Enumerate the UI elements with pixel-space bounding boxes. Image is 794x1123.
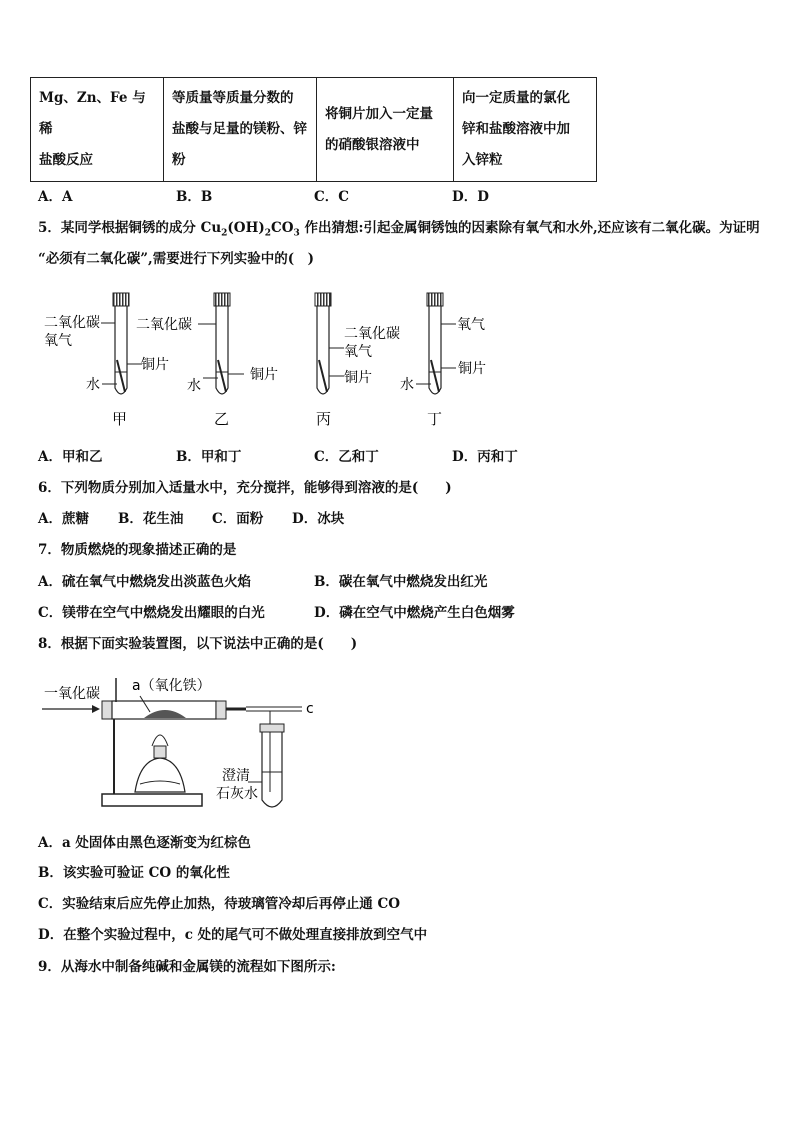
iron-oxide-powder — [144, 710, 186, 718]
tube-jia-label-water: 水 — [86, 377, 100, 393]
q6-option-d[interactable]: D．冰块 — [292, 511, 345, 527]
q7-option-d[interactable]: D．磷在空气中燃烧产生白色烟雾 — [314, 605, 515, 621]
q6-option-c[interactable]: C．面粉 — [212, 511, 264, 527]
q4-cell-b-line2: 盐酸与足量的镁粉、锌 — [172, 121, 307, 137]
q8-option-a[interactable]: A．a 处固体由黑色逐渐变为红棕色 — [38, 835, 251, 851]
lamp-neck — [154, 746, 166, 758]
label-a: a（氧化铁） — [132, 678, 211, 694]
left-stopper — [102, 701, 112, 719]
q5-stem-part2: (OH) — [227, 220, 265, 236]
q8-apparatus-figure — [40, 672, 330, 814]
right-stopper — [216, 701, 226, 719]
q5-option-b[interactable]: B．甲和丁 — [176, 449, 242, 465]
tube-yi-name: 乙 — [214, 410, 230, 428]
label-c: c — [306, 701, 314, 717]
q4-cell-c — [317, 78, 454, 182]
leader-a — [140, 696, 150, 712]
limewater-test-tube — [262, 724, 282, 807]
tube-yi-glass — [216, 306, 228, 394]
q4-cell-a — [31, 78, 164, 182]
tube-yi-label-cu: 铜片 — [250, 367, 278, 383]
tube-ding-copper — [431, 360, 439, 392]
tube-bing-stopper — [315, 293, 331, 306]
q4-option-d[interactable]: D．D — [452, 189, 489, 205]
q4-option-a[interactable]: A．A — [38, 189, 73, 205]
q9-stem: 9．从海水中制备纯碱和金属镁的流程如下图所示: — [38, 959, 336, 975]
tube-ding — [400, 293, 486, 428]
q5-stem — [38, 219, 760, 243]
q5-test-tubes-figure — [38, 288, 558, 432]
q8-option-d[interactable]: D．在整个实验过程中，c 处的尾气可不做处理直接排放到空气中 — [38, 927, 428, 943]
q4-option-c[interactable]: C．C — [314, 189, 349, 205]
q4-cell-d — [454, 78, 597, 182]
tube-ding-label-water: 水 — [400, 377, 414, 393]
tube-ding-label-o2: 氧气 — [457, 317, 485, 333]
co-inlet-arrow — [92, 705, 100, 713]
lamp-flame — [152, 735, 168, 746]
tube-yi-stopper — [214, 293, 230, 306]
q8-stem: 8．根据下面实验装置图，以下说法中正确的是( ) — [38, 636, 358, 652]
q6-option-a[interactable]: A．蔗糖 — [38, 511, 89, 527]
tube-ding-stopper — [427, 293, 443, 306]
q5-stem-line2: “必须有二氧化碳”,需要进行下列实验中的( ) — [38, 251, 315, 267]
tube-ding-label-cu: 铜片 — [458, 361, 486, 377]
tube-jia-glass — [115, 306, 127, 394]
tube-yi-label-co2: 二氧化碳 — [136, 317, 192, 333]
tube-yi-label-water: 水 — [187, 378, 201, 394]
tube-bing-glass — [317, 306, 329, 394]
tube-jia-name: 甲 — [112, 410, 128, 428]
stand-base — [102, 794, 202, 806]
q4-cell-a-line1: Mg、Zn、Fe 与稀 — [39, 90, 146, 137]
q7-option-b[interactable]: B．碳在氧气中燃烧发出红光 — [314, 574, 488, 590]
q5-sub2: 2 — [264, 228, 271, 239]
q4-cell-d-line1: 向一定质量的氯化 — [462, 90, 570, 106]
q7-option-c[interactable]: C．镁带在空气中燃烧发出耀眼的白光 — [38, 605, 265, 621]
q5-sub1: 2 — [221, 228, 228, 239]
tube-bing-name: 丙 — [316, 410, 332, 428]
q6-option-b[interactable]: B．花生油 — [118, 511, 184, 527]
tube-yi-copper — [218, 360, 226, 392]
tube-jia-label-co2: 二氧化碳 — [44, 315, 100, 331]
q5-stem-part1: 5．某同学根据铜锈的成分 Cu — [38, 220, 222, 236]
tube-jia — [44, 293, 169, 428]
q4-options-table — [30, 77, 597, 182]
q5-option-d[interactable]: D．丙和丁 — [452, 449, 518, 465]
q7-option-a[interactable]: A．硫在氧气中燃烧发出淡蓝色火焰 — [38, 574, 251, 590]
q4-cell-a-line2: 盐酸反应 — [39, 152, 93, 168]
q8-option-b[interactable]: B．该实验可验证 CO 的氧化性 — [38, 865, 230, 881]
q4-cell-c-line2: 的硝酸银溶液中 — [325, 136, 420, 153]
q6-stem: 6．下列物质分别加入适量水中，充分搅拌，能够得到溶液的是( ) — [38, 480, 452, 496]
q5-sub3: 3 — [293, 228, 300, 239]
tube-bing-label-co2: 二氧化碳 — [344, 326, 400, 342]
tube-ding-glass — [429, 306, 441, 394]
q4-cell-b-line3: 粉 — [172, 152, 186, 168]
tube-jia-copper — [117, 360, 125, 392]
alcohol-lamp — [135, 758, 185, 792]
q4-cell-d-line2: 锌和盐酸溶液中加 — [462, 121, 570, 137]
tube-jia-label-cu: 铜片 — [141, 357, 169, 373]
tube-bing-copper — [319, 360, 327, 392]
label-limewater-1: 澄清 — [222, 768, 250, 784]
tube-jia-stopper — [113, 293, 129, 306]
tube-bing-label-cu: 铜片 — [344, 370, 372, 386]
q5-stem-part4: 作出猜想:引起金属铜锈蚀的因素除有氧气和水外,还应该有二氧化碳。为证明 — [299, 220, 760, 236]
tube-jia-label-o2: 氧气 — [44, 333, 72, 349]
q5-option-c[interactable]: C．乙和丁 — [314, 449, 379, 465]
label-co: 一氧化碳 — [44, 686, 100, 702]
tube-ding-name: 丁 — [427, 410, 443, 428]
q4-cell-d-line3: 入锌粒 — [462, 152, 503, 168]
tube-bing-label-o2: 氧气 — [344, 344, 372, 360]
q4-cell-c-line1: 将铜片加入一定量 — [325, 105, 433, 122]
q7-stem: 7．物质燃烧的现象描述正确的是 — [38, 542, 237, 558]
q4-cell-b — [164, 78, 317, 182]
q4-cell-b-line1: 等质量等质量分数的 — [172, 90, 294, 106]
q8-option-c[interactable]: C．实验结束后应先停止加热，待玻璃管冷却后再停止通 CO — [38, 896, 400, 912]
q5-stem-part3: CO — [270, 220, 294, 236]
q4-option-b[interactable]: B．B — [176, 189, 213, 205]
q5-option-a[interactable]: A．甲和乙 — [38, 449, 103, 465]
tube-bing — [315, 293, 400, 428]
label-limewater-2: 石灰水 — [216, 786, 258, 802]
test-tube-stopper — [260, 724, 284, 732]
